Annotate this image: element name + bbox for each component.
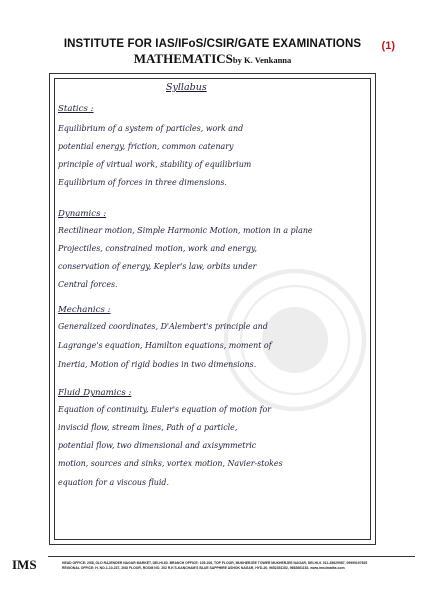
mechanics-line: Generalized coordinates, D'Alembert's principle and: [58, 322, 268, 331]
footer-address-line: REGIONAL OFFICE: H. NO-1-10-237, 2ND FLOOR, ROOM NO. 202 R.K'S-KANCHAM'S BLUE SAPPHIRE ASHOK NAGAR, HYD-20. 9652351152, 9652661152. www.ims4maths.com: [62, 566, 345, 570]
fluid-dynamics-line: equation for a viscous fluid.: [58, 478, 169, 487]
ims-logo-text: IMS: [12, 557, 37, 572]
subject-title: [0, 51, 425, 67]
dynamics-line: Projectiles, constrained motion, work and energy,: [58, 244, 257, 253]
statics-line: principle of virtual work, stability of equilibrium: [58, 160, 252, 169]
page-header: [0, 38, 425, 67]
fluid-dynamics-line: potential flow, two dimensional and axisymmetric: [58, 441, 257, 450]
statics-line: Equilibrium of a system of particles, work and: [58, 124, 244, 133]
watermark-seal: [220, 265, 370, 415]
syllabus-title: Syllabus: [166, 82, 207, 93]
fluid-dynamics-line: Equation of continuity, Euler's equation of motion for: [58, 405, 272, 414]
ims-logo: [12, 557, 46, 573]
institute-title: INSTITUTE FOR IAS/IFoS/CSIR/GATE EXAMINATIONS: [63, 38, 362, 50]
section-heading-mechanics: Mechanics :: [58, 305, 111, 315]
subject-name: MATHEMATICS: [133, 51, 233, 66]
section-heading-dynamics: Dynamics :: [58, 209, 107, 219]
mechanics-line: Inertia, Motion of rigid bodies in two dimensions.: [58, 360, 257, 369]
mechanics-line: Lagrange's equation, Hamilton equations, moment of: [58, 341, 272, 350]
statics-line: Equilibrium of forces in three dimensions.: [58, 178, 227, 187]
statics-line: potential energy, friction, common catenary: [58, 142, 234, 151]
section-heading-statics: Statics :: [58, 104, 94, 114]
dynamics-line: Rectilinear motion, Simple Harmonic Motion, motion in a plane: [58, 226, 313, 235]
page-number: (1): [381, 40, 395, 52]
fluid-dynamics-line: inviscid flow, stream lines, Path of a particle,: [58, 423, 238, 432]
footer-divider: [48, 556, 415, 557]
dynamics-line: Central forces.: [58, 280, 118, 289]
section-heading-fluid-dynamics: Fluid Dynamics :: [58, 388, 132, 398]
fluid-dynamics-line: motion, sources and sinks, vortex motion, Navier-stokes: [58, 459, 283, 468]
footer-address-line: HEAD OFFICE: 25/8, OLD RAJENDER NAGAR MARKET, DELHI-60. BRANCH OFFICE: 105-106, TOP FLOOR, MUKHERJEE TOWER MUKHERJEE NAGAR, DELHI-9. 011-45629987, 09999197625: [62, 561, 368, 565]
author-name: by K. Venkanna: [232, 55, 292, 65]
dynamics-line: conservation of energy, Kepler's law, orbits under: [58, 262, 257, 271]
